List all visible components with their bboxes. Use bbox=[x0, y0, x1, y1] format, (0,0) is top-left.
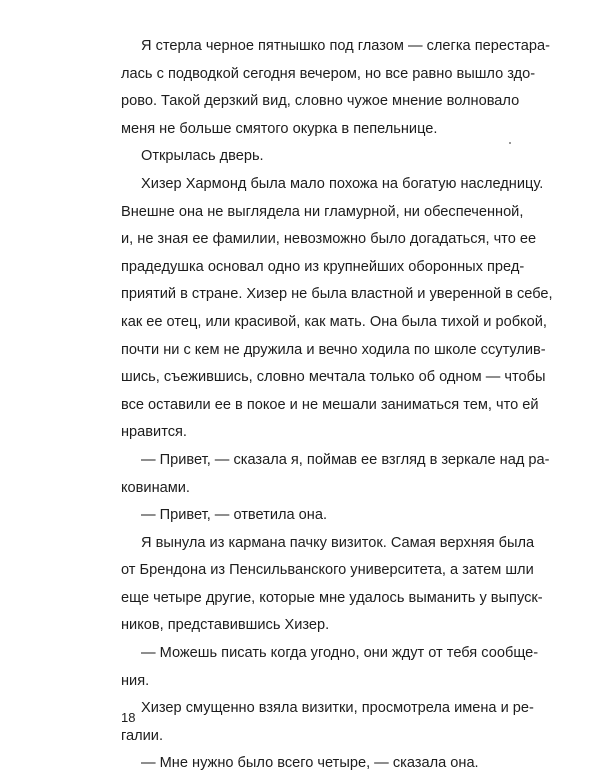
text-line: Открылась дверь. bbox=[141, 148, 264, 165]
text-line: ковинами. bbox=[121, 479, 190, 496]
text-line: Я стерла черное пятнышко под глазом — слегка перестара- bbox=[141, 38, 551, 54]
text-line: Хизер Хармонд была мало похожа на богатую наследницу. bbox=[141, 175, 544, 192]
text-line: — Привет, — ответила она. bbox=[141, 507, 328, 524]
ink-speck bbox=[509, 142, 511, 144]
body-text bbox=[121, 33, 553, 778]
text-line: ния. bbox=[121, 672, 150, 689]
text-line: почти ни с кем не дружила и вечно ходила по школе ссутулив- bbox=[121, 341, 546, 358]
text-line: галии. bbox=[121, 727, 163, 744]
text-line: нравится. bbox=[121, 424, 187, 441]
text-line: — Мне нужно было всего четыре, — сказала она. bbox=[141, 755, 479, 772]
text-line: лась с подводкой сегодня вечером, но все равно вышло здо- bbox=[121, 65, 536, 82]
text-line: Внешне она не выглядела ни гламурной, ни обеспеченной, bbox=[121, 203, 524, 220]
text-line: меня не больше смятого окурка в пепельнице. bbox=[121, 120, 438, 137]
text-line: приятий в стране. Хизер не была властной и уверенной в себе, bbox=[121, 286, 553, 303]
text-line: все оставили ее в покое и не мешали заниматься тем, что ей bbox=[121, 396, 539, 413]
text-line: Я вынула из кармана пачку визиток. Самая верхняя была bbox=[141, 534, 535, 551]
text-line: — Можешь писать когда угодно, они ждут от тебя сообще- bbox=[141, 645, 539, 662]
text-line: и, не зная ее фамилии, невозможно было догадаться, что ее bbox=[121, 231, 537, 248]
text-line: еще четыре другие, которые мне удалось выманить у выпуск- bbox=[121, 589, 543, 606]
page-number: 18 bbox=[121, 710, 136, 725]
text-line: рово. Такой дерзкий вид, словно чужое мнение волновало bbox=[121, 93, 520, 110]
text-line: — Привет, — сказала я, поймав ее взгляд в зеркале над ра- bbox=[141, 451, 550, 468]
text-line: Хизер смущенно взяла визитки, просмотрела имена и ре- bbox=[141, 700, 534, 717]
text-line: шись, съежившись, словно мечтала только об одном — чтобы bbox=[121, 369, 546, 386]
text-line: от Брендона из Пенсильванского университета, а затем шли bbox=[121, 562, 534, 579]
text-line: ников, представившись Хизер. bbox=[121, 617, 330, 634]
text-line: прадедушка основал одно из крупнейших оборонных пред- bbox=[121, 258, 525, 275]
text-line: как ее отец, или красивой, как мать. Она была тихой и робкой, bbox=[121, 313, 547, 330]
